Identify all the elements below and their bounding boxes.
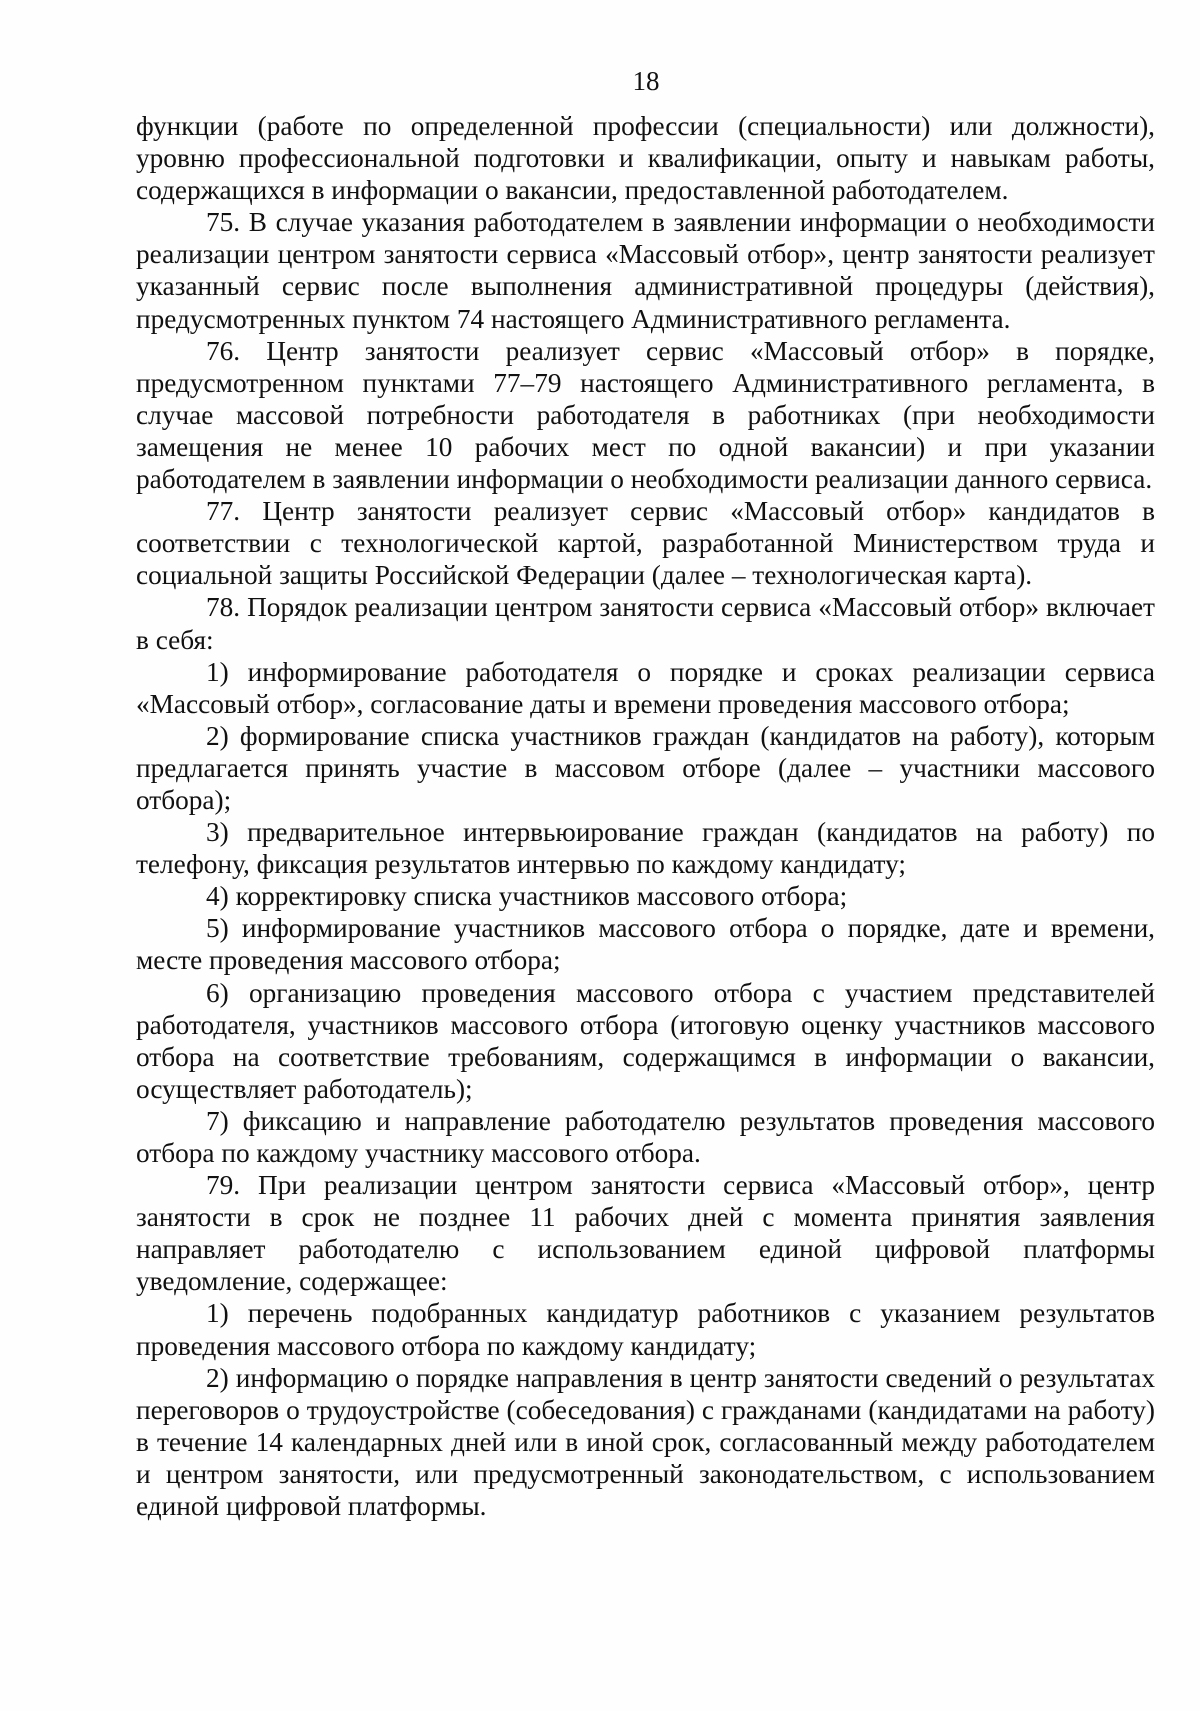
paragraph-79: 79. При реализации центром занятости сервиса «Массовый отбор», центр занятости в срок не позднее 11 рабочих дней с момента принятия заявления направляет работодателю с использованием единой цифровой платформы уведомление, содержащее: xyxy=(136,1170,1155,1297)
list-item-78-5: 5) информирование участников массового отбора о порядке, дате и времени, месте проведения массового отбора; xyxy=(136,913,1155,976)
list-item-78-2: 2) формирование списка участников граждан (кандидатов на работу), которым предлагается принять участие в массовом отборе (далее – участники массового отбора); xyxy=(136,720,1155,815)
list-item-79-2: 2) информацию о порядке направления в центр занятости сведений о результатах переговоров о трудоустройстве (собеседования) с гражданами (кандидатами на работу) в течение 14 календарных дней или в иной срок, согласованный между работодателем и центром занятости, или предусмотренный законодательством, с использованием единой цифровой платформы. xyxy=(136,1362,1155,1522)
page-number: 18 xyxy=(632,66,660,96)
list-item-78-3: 3) предварительное интервьюирование граждан (кандидатов на работу) по телефону, фиксация результатов интервью по каждому кандидату; xyxy=(136,817,1155,880)
list-item-78-1: 1) информирование работодателя о порядке и сроках реализации сервиса «Массовый отбор», согласование даты и времени проведения массового отбора; xyxy=(136,656,1155,719)
list-item-79-1: 1) перечень подобранных кандидатур работников с указанием результатов проведения массового отбора по каждому кандидату; xyxy=(136,1298,1155,1361)
paragraph-continuation: функции (работе по определенной профессии (специальности) или должности), уровню профессиональной подготовки и квалификации, опыту и навыкам работы, содержащихся в информации о вакансии, предоставленной работодателем. xyxy=(136,111,1155,206)
paragraph-75: 75. В случае указания работодателем в заявлении информации о необходимости реализации центром занятости сервиса «Массовый отбор», центр занятости реализует указанный сервис после выполнения административной процедуры (действия), предусмотренных пунктом 74 настоящего Административного регламента. xyxy=(136,207,1155,334)
paragraph-77: 77. Центр занятости реализует сервис «Массовый отбор» кандидатов в соответствии с технологической картой, разработанной Министерством труда и социальной защиты Российской Федерации (далее – технологическая карта). xyxy=(136,496,1155,591)
paragraph-78: 78. Порядок реализации центром занятости сервиса «Массовый отбор» включает в себя: xyxy=(136,592,1155,655)
list-item-78-7: 7) фиксацию и направление работодателю результатов проведения массового отбора по каждому участнику массового отбора. xyxy=(136,1105,1155,1168)
list-item-78-6: 6) организацию проведения массового отбора с участием представителей работодателя, участников массового отбора (итоговую оценку участников массового отбора на соответствие требованиям, содержащимся в информации о вакансии, осуществляет работодатель); xyxy=(136,977,1155,1104)
paragraph-76: 76. Центр занятости реализует сервис «Массовый отбор» в порядке, предусмотренном пунктами 77–79 настоящего Административного регламента, в случае массовой потребности работодателя в работниках (при необходимости замещения не менее 10 рабочих мест по одной вакансии) и при указании работодателем в заявлении информации о необходимости реализации данного сервиса. xyxy=(136,335,1155,495)
document-body xyxy=(136,110,1155,1522)
list-item-78-4: 4) корректировку списка участников массового отбора; xyxy=(206,881,848,912)
